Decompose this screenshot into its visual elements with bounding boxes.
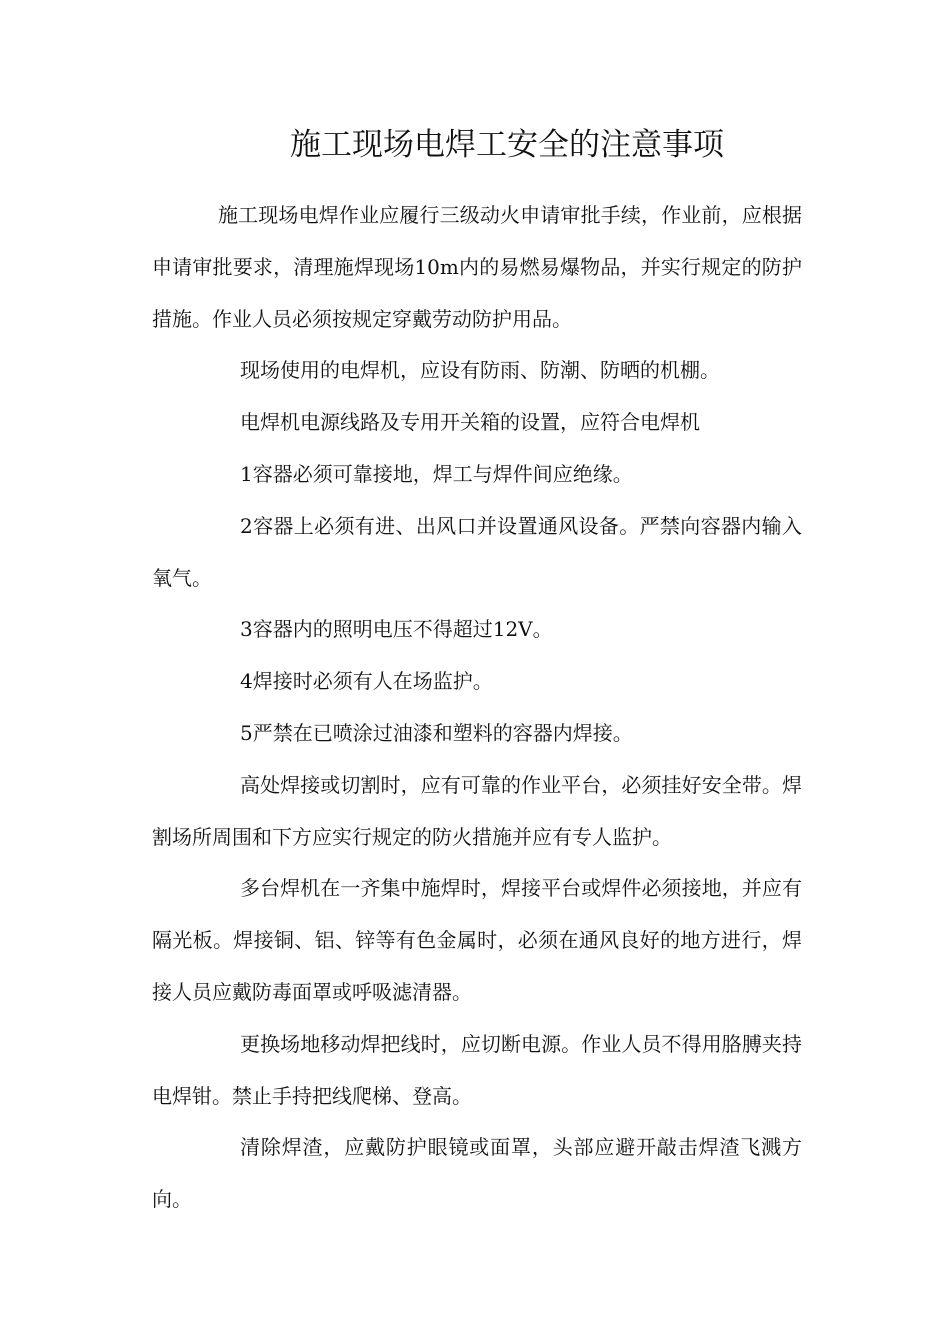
paragraph-height-work: 高处焊接或切割时，应有可靠的作业平台，必须挂好安全带。焊割场所周围和下方应实行规定的防火措施并应有专人监护。: [152, 772, 802, 849]
paragraph-item-4: 4焊接时必须有人在场监护。: [240, 669, 493, 694]
paragraph-item-1: 1容器必须可靠接地，焊工与焊件间应绝缘。: [240, 461, 633, 486]
document-body: [152, 190, 802, 1226]
document-title: 施工现场电焊工安全的注意事项: [290, 127, 724, 163]
paragraph-item-5: 5严禁在已喷涂过油漆和塑料的容器内焊接。: [240, 720, 633, 745]
paragraph-item-2: 2容器上必须有进、出风口并设置通风设备。严禁向容器内输入氧气。: [152, 513, 802, 590]
paragraph-slag-removal: 清除焊渣，应戴防护眼镜或面罩，头部应避开敲击焊渣飞溅方向。: [152, 1135, 802, 1212]
paragraph-item-3: 3容器内的照明电压不得超过12V。: [240, 617, 553, 642]
paragraph-multi-welder: 多台焊机在一齐集中施焊时，焊接平台或焊件必须接地，并应有隔光板。焊接铜、铝、锌等有色金属时，必须在通风良好的地方进行，焊接人员应戴防毒面罩或呼吸滤清器。: [152, 876, 802, 1004]
paragraph-move-cable: 更换场地移动焊把线时，应切断电源。作业人员不得用胳膊夹持电焊钳。禁止手持把线爬梯、登高。: [152, 1031, 802, 1108]
paragraph-permit: 施工现场电焊作业应履行三级动火申请审批手续，作业前，应根据申请审批要求，清理施焊现场10m内的易燃易爆物品，并实行规定的防护措施。作业人员必须按规定穿戴劳动防护用品。: [152, 203, 802, 331]
paragraph-power-line: 电焊机电源线路及专用开关箱的设置，应符合电焊机: [240, 410, 700, 435]
paragraph-shelter: 现场使用的电焊机，应设有防雨、防潮、防晒的机棚。: [240, 358, 720, 383]
